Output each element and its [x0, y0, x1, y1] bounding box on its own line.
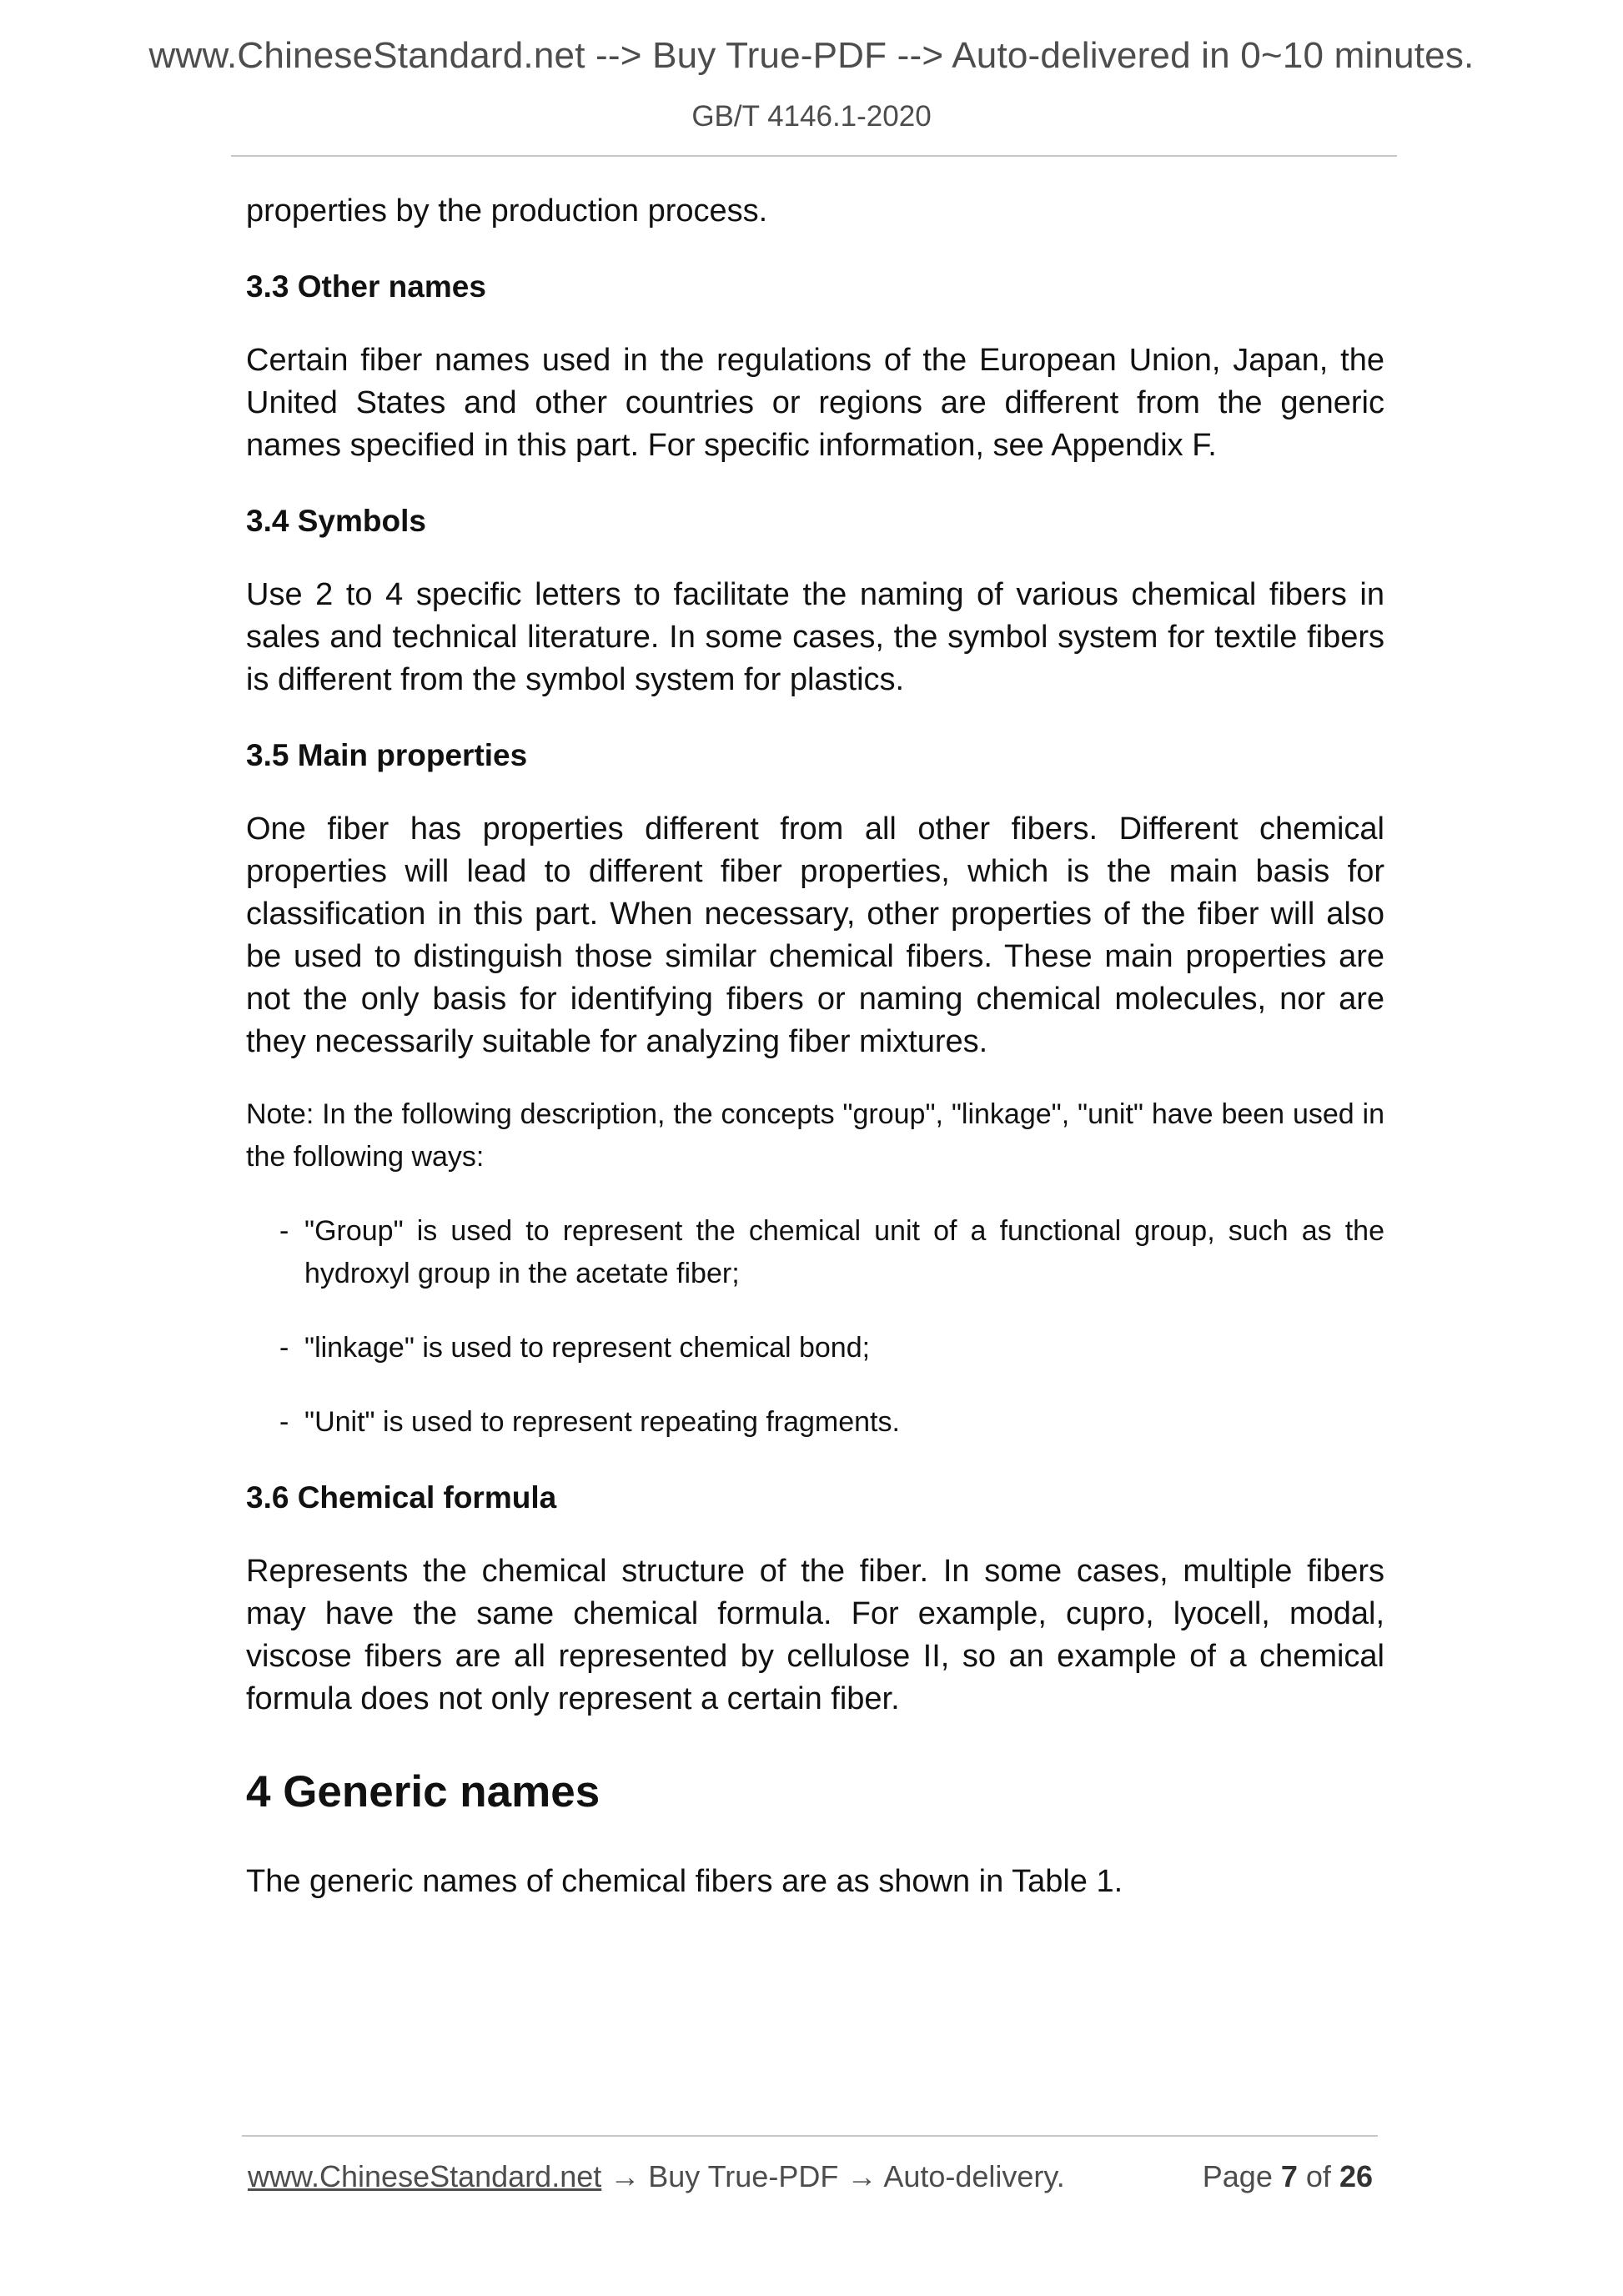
header-divider	[231, 155, 1397, 157]
section-3-4-text: Use 2 to 4 specific letters to facilitate the naming of various chemical fibers in sales and technical literature. In some cases, the symbol system for textile fibers is different from the symbol system for plastics.	[246, 577, 1384, 697]
section-3-6-heading: 3.6 Chemical formula	[246, 1480, 557, 1515]
note-paragraph: Note: In the following description, the concepts "group", "linkage", "unit" have been used in the following ways:	[246, 1098, 1384, 1173]
section-3-6-text: Represents the chemical structure of the fiber. In some cases, multiple fibers may have the same chemical formula. For example, cupro, lyocell, modal, viscose fibers are all represented by cellulose II, so an example of a chemical formula does not only represent a certain fiber.	[246, 1554, 1384, 1716]
page-indicator	[1203, 2158, 1373, 2195]
dash-bullet: -	[279, 1215, 289, 1247]
footer-divider	[242, 2135, 1378, 2137]
section-4-text: The generic names of chemical fibers are as shown in Table 1.	[246, 1864, 1123, 1899]
page-label: Page	[1202, 2159, 1273, 2193]
section-3-5-text: One fiber has properties different from all other fibers. Different chemical properties will lead to different fiber properties, which is the main basis for classification in this part. When necessary, other properties of the fiber will also be used to distinguish those similar chemical fibers. These main properties are not the only basis for identifying fibers or naming chemical molecules, nor are they necessarily suitable for analyzing fiber mixtures.	[246, 811, 1384, 1059]
page-footer	[248, 2158, 1376, 2195]
section-3-5-heading: 3.5 Main properties	[246, 738, 528, 772]
list-item-text: "linkage" is used to represent chemical bond;	[304, 1332, 871, 1364]
page-number: 7	[1280, 2159, 1298, 2193]
dash-bullet: -	[279, 1332, 289, 1364]
footer-site-link[interactable]: www.ChineseStandard.net	[248, 2159, 602, 2193]
header-banner: www.ChineseStandard.net --> Buy True-PDF --> Auto-delivered in 0~10 minutes.	[148, 35, 1475, 76]
list-item	[279, 1210, 1384, 1295]
section-3-3-text: Certain fiber names used in the regulations of the European Union, Japan, the United States and other countries or regions are different from the generic names specified in this part. For specific information, see Appendix F.	[246, 343, 1384, 463]
list-item	[279, 1327, 1384, 1369]
dash-bullet: -	[279, 1406, 289, 1438]
total-pages: 26	[1339, 2159, 1373, 2193]
section-3-3-heading: 3.3 Other names	[246, 269, 486, 304]
page-content	[246, 190, 1384, 1903]
section-3-4-heading: 3.4 Symbols	[246, 504, 426, 538]
list-item-text: "Group" is used to represent the chemical unit of a functional group, such as the hydroxyl group in the acetate fiber;	[304, 1215, 1384, 1289]
section-4-heading: 4 Generic names	[246, 1767, 600, 1816]
list-item	[279, 1401, 1384, 1444]
standard-code: GB/T 4146.1-2020	[691, 100, 932, 133]
footer-tagline: → Buy True-PDF → Auto-delivery.	[601, 2159, 1065, 2193]
continuation-paragraph: properties by the production process.	[246, 193, 768, 229]
list-item-text: "Unit" is used to represent repeating fragments.	[304, 1406, 900, 1438]
of-label: of	[1305, 2159, 1331, 2193]
